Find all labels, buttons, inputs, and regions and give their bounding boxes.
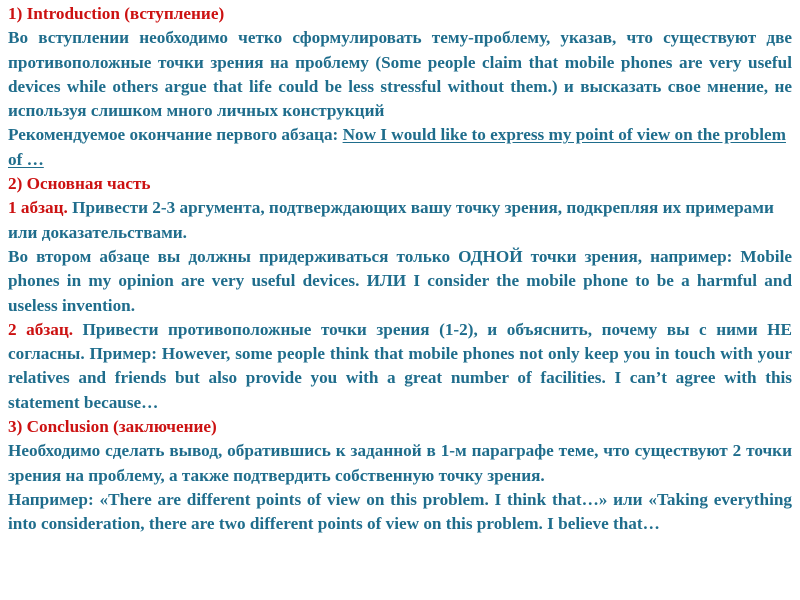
conclusion-paragraph: Необходимо сделать вывод, обратившись к заданной в 1-м параграфе теме, что существуют 2 точки зрения на проблему, а также подтвердить собственную точку зрения. (8, 441, 792, 485)
document-page (8, 2, 792, 537)
first-paragraph-instruction (8, 196, 792, 245)
first-paragraph-label: 1 абзац. (8, 198, 68, 218)
second-paragraph-instruction (8, 318, 792, 415)
recommended-ending-phrase: Now I would like to express my point of view on the problem of … (8, 125, 786, 169)
first-paragraph-text: Привести 2-3 аргумента, подтверждающих вашу точку зрения, подкрепляя их примерами или доказательствами. (8, 198, 774, 242)
section-heading-introduction: 1) Introduction (вступление) (8, 4, 225, 23)
section-heading-main-part: 2) Основная часть (8, 174, 151, 194)
second-paragraph-note: Во втором абзаце вы должны придерживаться только ОДНОЙ точки зрения, например: Mobile phones in my opinion are very useful devices. ИЛИ I consider the mobile phone to be a harmful and useless invention. (8, 246, 792, 315)
recommended-ending-paragraph (8, 123, 792, 172)
second-paragraph-label: 2 абзац. (8, 319, 74, 339)
recommended-ending-label: Рекомендуемое окончание первого абзаца: (8, 125, 343, 145)
second-paragraph-text: Привести противоположные точки зрения (1-2), и объяснить, почему вы с ними НЕ согласны. Пример: However, some people think that mobile phones not only keep you in touch with your relatives and friends but also provide you with a great number of facilities. I can’t agree with this statement because… (8, 319, 792, 412)
section-heading-conclusion: 3) Conclusion (заключение) (8, 417, 217, 437)
conclusion-example-paragraph: Например: «There are different points of view on this problem. I think that…» или «Taking everything into consideration, there are two different points of view on this problem. I believe that… (8, 489, 792, 534)
introduction-paragraph: Во вступлении необходимо четко сформулировать тему-проблему, указав, что существуют две противоположные точки зрения на проблему (Some people claim that mobile phones are very useful devices while others argue that life could be less stressful without them.) и высказать свое мнение, не используя слишком много личных конструкций (8, 28, 792, 121)
